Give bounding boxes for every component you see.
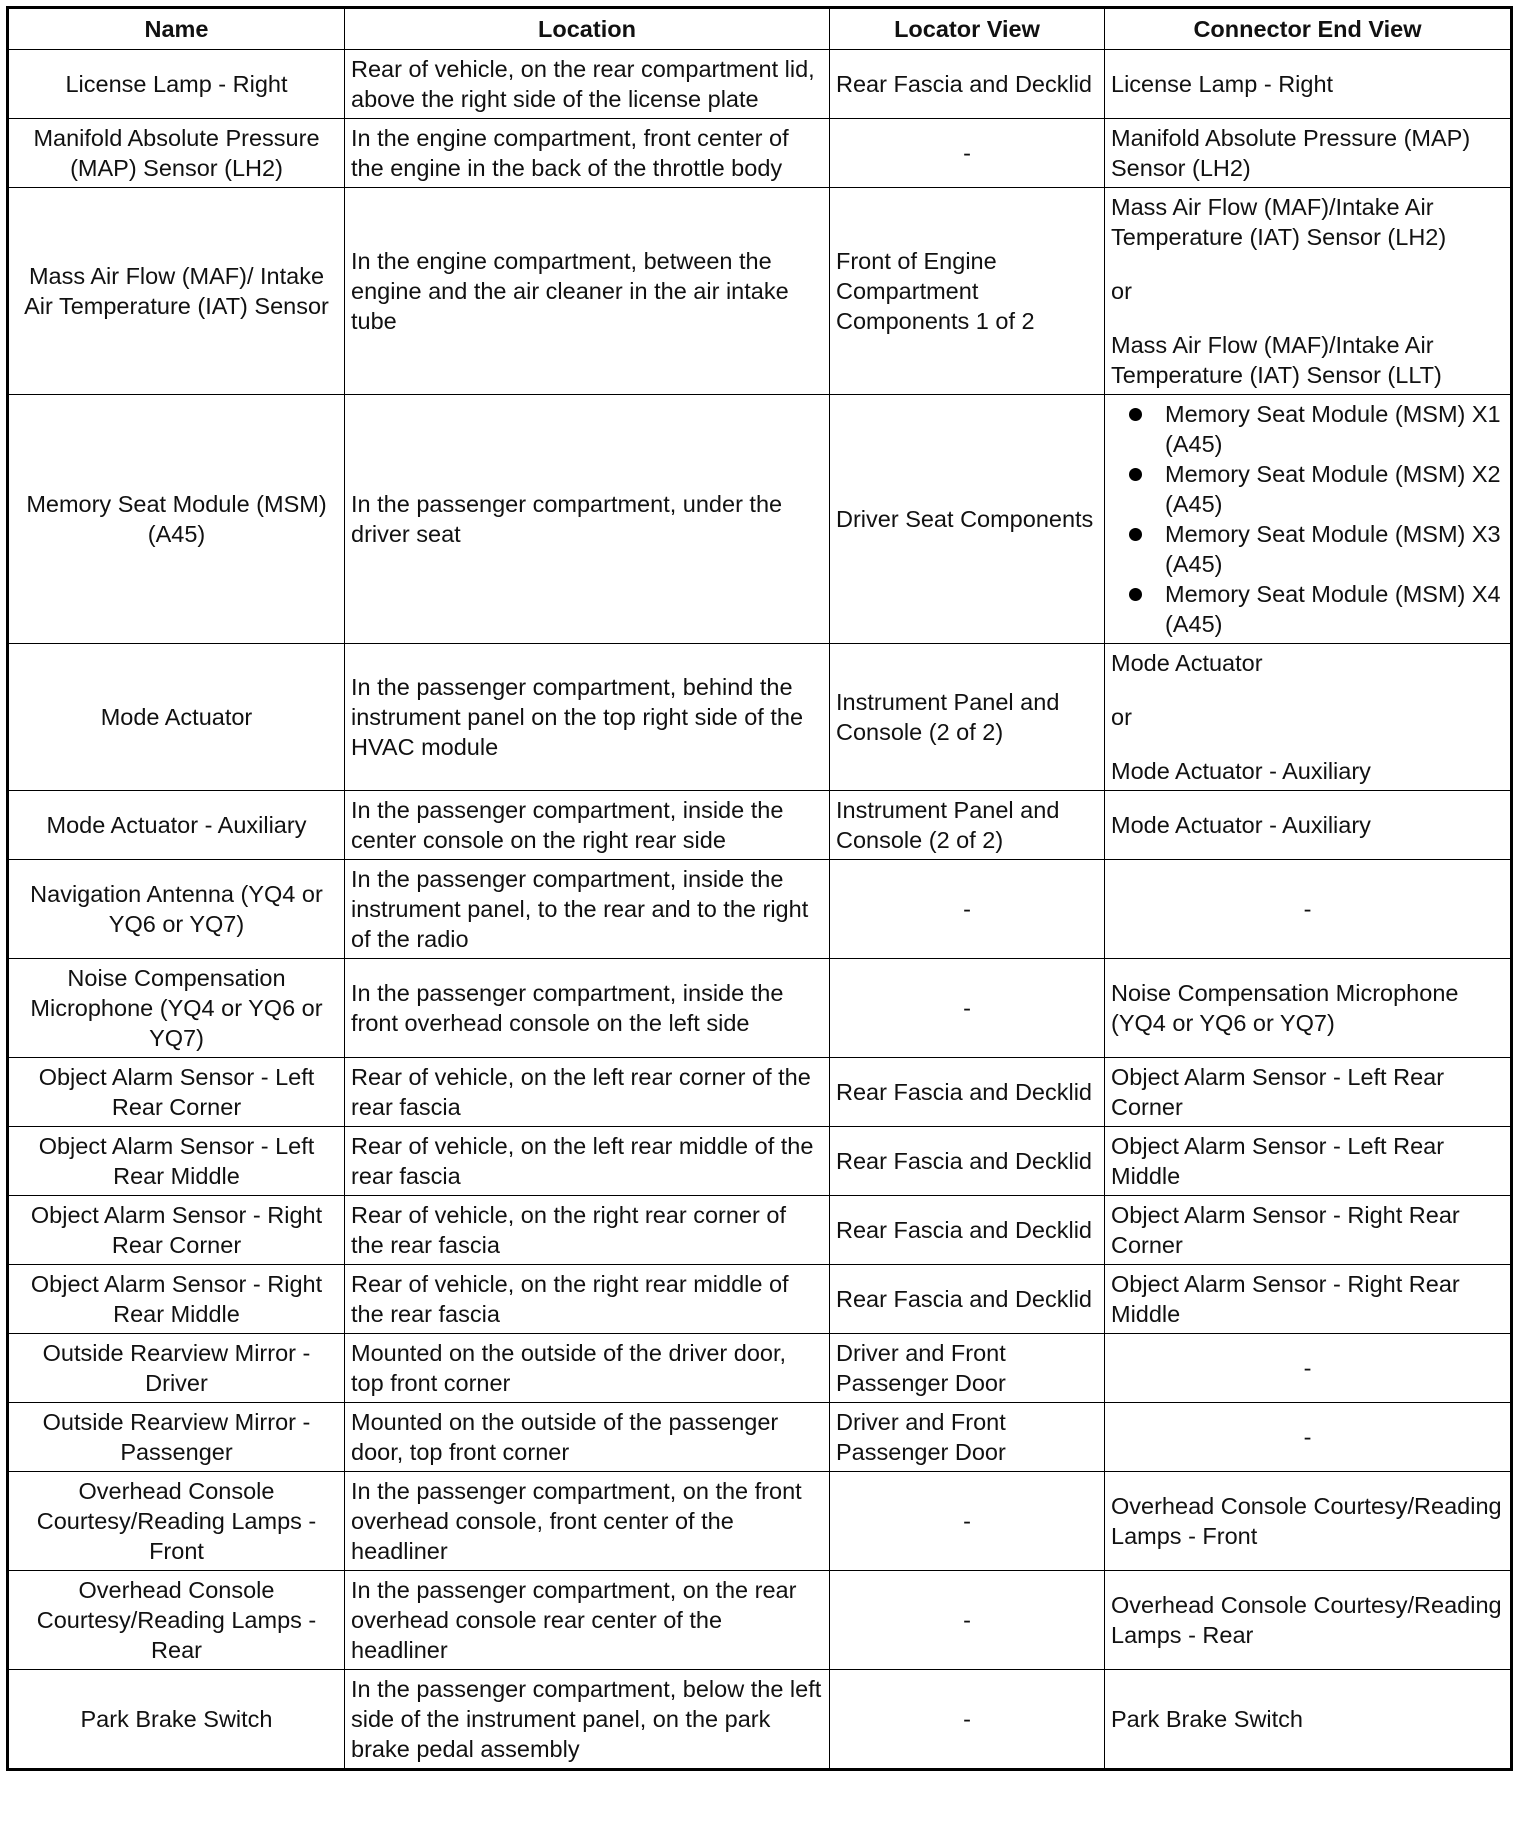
connector-end-view [1105,644,1512,791]
table-row [8,50,1512,119]
component-location: Mounted on the outside of the driver door, top front corner [345,1334,830,1403]
component-location: In the passenger compartment, on the rear overhead console rear center of the headliner [345,1571,830,1670]
connector-item-text: Object Alarm Sensor - Left Rear Corner [1111,1064,1445,1120]
table-row [8,1196,1512,1265]
connector-item-text: Noise Compensation Microphone (YQ4 or YQ6 or YQ7) [1111,980,1459,1036]
connector-item-text: Object Alarm Sensor - Left Rear Middle [1111,1133,1445,1189]
connector-bullet-list [1111,399,1504,639]
connector-end-view [1105,1403,1512,1472]
connector-item-text: Object Alarm Sensor - Right Rear Corner [1111,1202,1460,1258]
component-name: Mass Air Flow (MAF)/ Intake Air Temperature (IAT) Sensor [8,188,345,395]
locator-view: - [830,860,1105,959]
table-row [8,1127,1512,1196]
component-location: Rear of vehicle, on the rear compartment lid, above the right side of the license plate [345,50,830,119]
connector-end-view [1105,860,1512,959]
locator-view: Driver and Front Passenger Door [830,1403,1105,1472]
component-location: In the passenger compartment, behind the instrument panel on the top right side of the HVAC module [345,644,830,791]
component-name: Object Alarm Sensor - Right Rear Middle [8,1265,345,1334]
connector-item-text: - [1303,896,1312,922]
bullet-icon [1129,408,1142,421]
table-row [8,959,1512,1058]
table-row [8,644,1512,791]
bullet-icon [1129,528,1142,541]
table-row [8,791,1512,860]
table-row [8,1472,1512,1571]
connector-end-view [1105,1127,1512,1196]
locator-view: - [830,119,1105,188]
connector-item-text: Mode Actuator - Auxiliary [1111,758,1371,784]
connector-or-text: or [1111,278,1132,304]
connector-item-text: License Lamp - Right [1111,71,1334,97]
header-connector-end-view: Connector End View [1105,8,1512,50]
locator-view: Front of Engine Compartment Components 1 of 2 [830,188,1105,395]
table-row [8,1334,1512,1403]
component-name: Park Brake Switch [8,1670,345,1770]
locator-view: Driver and Front Passenger Door [830,1334,1105,1403]
component-location: In the engine compartment, front center of the engine in the back of the throttle body [345,119,830,188]
connector-end-view [1105,1058,1512,1127]
connector-item-text: Manifold Absolute Pressure (MAP) Sensor (LH2) [1111,125,1471,181]
component-location: In the passenger compartment, inside the center console on the right rear side [345,791,830,860]
connector-end-view [1105,50,1512,119]
connector-end-view [1105,395,1512,644]
connector-item-text: Object Alarm Sensor - Right Rear Middle [1111,1271,1460,1327]
component-name: Mode Actuator [8,644,345,791]
locator-view: - [830,1670,1105,1770]
component-name: Outside Rearview Mirror - Passenger [8,1403,345,1472]
component-name: Manifold Absolute Pressure (MAP) Sensor (LH2) [8,119,345,188]
connector-item-text: Overhead Console Courtesy/Reading Lamps - Front [1111,1493,1502,1549]
component-name: Object Alarm Sensor - Right Rear Corner [8,1196,345,1265]
locator-view: Instrument Panel and Console (2 of 2) [830,791,1105,860]
component-name: Object Alarm Sensor - Left Rear Corner [8,1058,345,1127]
connector-end-view [1105,1196,1512,1265]
table-row [8,1571,1512,1670]
connector-end-view [1105,791,1512,860]
connector-or-text: or [1111,704,1132,730]
component-location: Rear of vehicle, on the right rear middle of the rear fascia [345,1265,830,1334]
connector-end-view [1105,1670,1512,1770]
table-row [8,395,1512,644]
component-location: In the passenger compartment, under the driver seat [345,395,830,644]
list-item [1127,459,1504,519]
component-name: Memory Seat Module (MSM) (A45) [8,395,345,644]
component-name: Navigation Antenna (YQ4 or YQ6 or YQ7) [8,860,345,959]
connector-item-text: Memory Seat Module (MSM) X2 (A45) [1165,461,1501,517]
component-name: Outside Rearview Mirror - Driver [8,1334,345,1403]
connector-end-view [1105,1334,1512,1403]
header-name: Name [8,8,345,50]
header-location: Location [345,8,830,50]
header-row [8,8,1512,50]
connector-item-text: Mode Actuator - Auxiliary [1111,812,1371,838]
component-name: Noise Compensation Microphone (YQ4 or YQ6 or YQ7) [8,959,345,1058]
component-location: In the passenger compartment, inside the instrument panel, to the rear and to the right of the radio [345,860,830,959]
table-row [8,119,1512,188]
component-locator-table [6,6,1513,1771]
connector-item-text: Mode Actuator [1111,650,1263,676]
connector-item-text: Memory Seat Module (MSM) X4 (A45) [1165,581,1501,637]
component-name: Object Alarm Sensor - Left Rear Middle [8,1127,345,1196]
component-location: Rear of vehicle, on the left rear corner of the rear fascia [345,1058,830,1127]
locator-view: Rear Fascia and Decklid [830,1127,1105,1196]
component-location: Rear of vehicle, on the left rear middle of the rear fascia [345,1127,830,1196]
locator-view: Rear Fascia and Decklid [830,50,1105,119]
locator-view: Driver Seat Components [830,395,1105,644]
component-location: Rear of vehicle, on the right rear corner of the rear fascia [345,1196,830,1265]
connector-end-view [1105,119,1512,188]
locator-view: Rear Fascia and Decklid [830,1265,1105,1334]
table-row [8,1670,1512,1770]
list-item [1127,519,1504,579]
table-row [8,188,1512,395]
locator-view: - [830,1472,1105,1571]
list-item [1127,579,1504,639]
locator-view: - [830,959,1105,1058]
table-row [8,860,1512,959]
connector-end-view [1105,188,1512,395]
table-row [8,1265,1512,1334]
connector-item-text: Park Brake Switch [1111,1706,1303,1732]
locator-view: - [830,1571,1105,1670]
connector-item-text: Memory Seat Module (MSM) X3 (A45) [1165,521,1501,577]
component-location: Mounted on the outside of the passenger door, top front corner [345,1403,830,1472]
connector-item-text: - [1303,1355,1312,1381]
component-name: Overhead Console Courtesy/Reading Lamps - Front [8,1472,345,1571]
component-location: In the passenger compartment, below the left side of the instrument panel, on the park brake pedal assembly [345,1670,830,1770]
bullet-icon [1129,588,1142,601]
bullet-icon [1129,468,1142,481]
connector-end-view [1105,1265,1512,1334]
connector-end-view [1105,1472,1512,1571]
table-row [8,1403,1512,1472]
locator-view: Instrument Panel and Console (2 of 2) [830,644,1105,791]
component-location: In the passenger compartment, on the front overhead console, front center of the headliner [345,1472,830,1571]
locator-view: Rear Fascia and Decklid [830,1058,1105,1127]
component-name: Overhead Console Courtesy/Reading Lamps - Rear [8,1571,345,1670]
list-item [1127,399,1504,459]
connector-item-text: Overhead Console Courtesy/Reading Lamps - Rear [1111,1592,1502,1648]
connector-end-view [1105,1571,1512,1670]
connector-item-text: Memory Seat Module (MSM) X1 (A45) [1165,401,1501,457]
component-location: In the passenger compartment, inside the front overhead console on the left side [345,959,830,1058]
connector-end-view [1105,959,1512,1058]
connector-item-text: Mass Air Flow (MAF)/Intake Air Temperature (IAT) Sensor (LLT) [1111,332,1442,388]
connector-item-text: Mass Air Flow (MAF)/Intake Air Temperature (IAT) Sensor (LH2) [1111,194,1447,250]
component-name: Mode Actuator - Auxiliary [8,791,345,860]
locator-view: Rear Fascia and Decklid [830,1196,1105,1265]
table-row [8,1058,1512,1127]
component-location: In the engine compartment, between the engine and the air cleaner in the air intake tube [345,188,830,395]
component-name: License Lamp - Right [8,50,345,119]
connector-item-text: - [1303,1424,1312,1450]
header-locator-view: Locator View [830,8,1105,50]
